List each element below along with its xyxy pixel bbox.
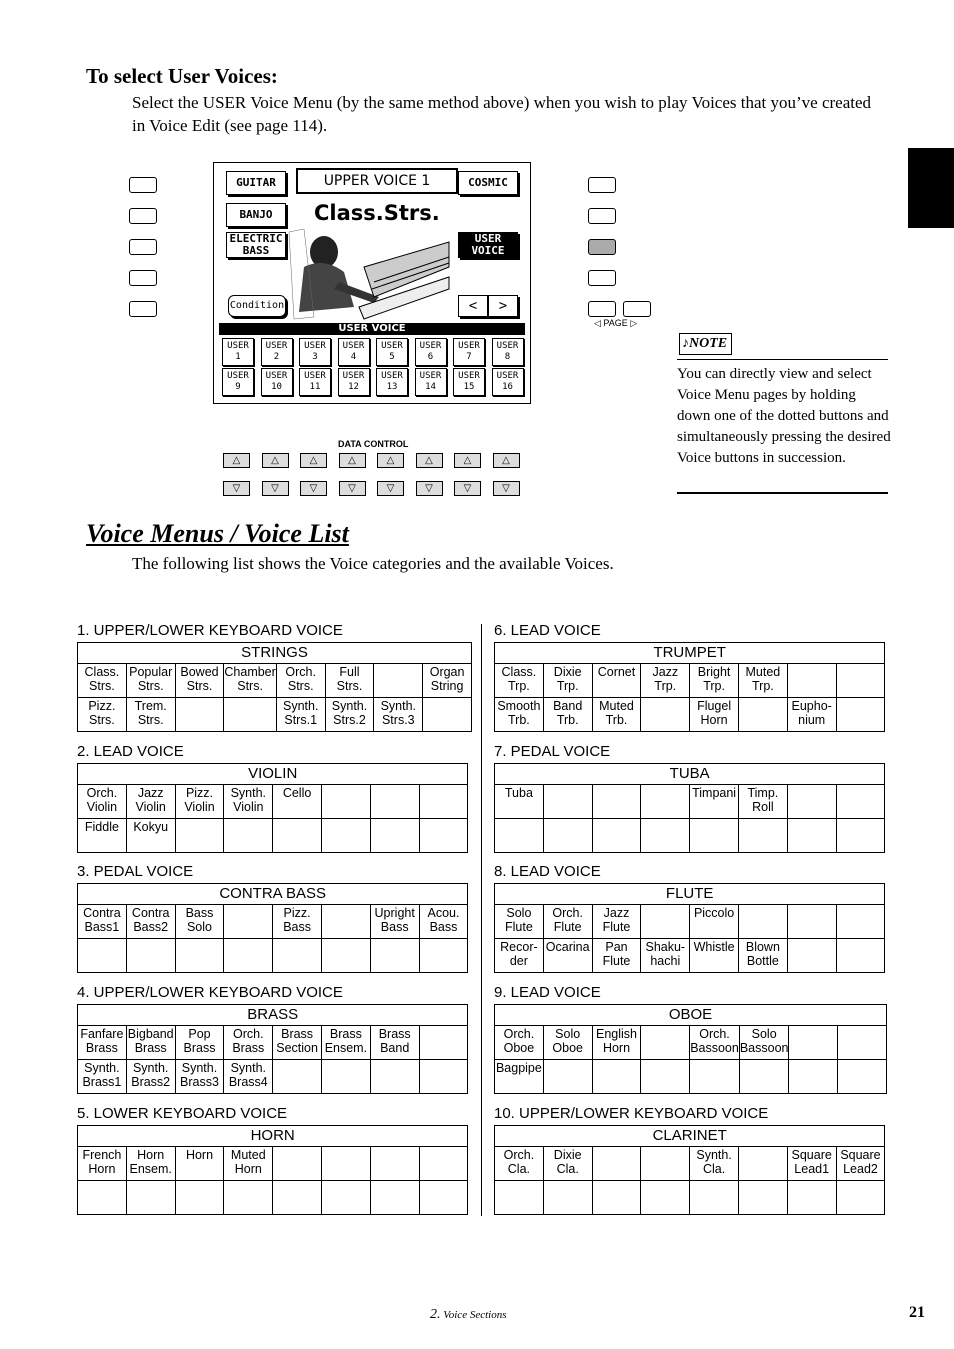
voice-cell: Orch. Strs.	[276, 664, 325, 698]
voice-cell	[175, 1181, 224, 1215]
voice-cell: English Horn	[592, 1026, 641, 1060]
panel-button-right-2[interactable]	[588, 208, 616, 224]
voice-cell	[738, 1181, 787, 1215]
data-control-up-button[interactable]: △	[377, 453, 404, 468]
voice-cell: Synth. Brass1	[78, 1060, 127, 1094]
voice-cell	[836, 664, 885, 698]
voice-cell: Pizz. Strs.	[78, 698, 127, 732]
voice-cell	[78, 939, 127, 973]
voice-category: VIOLIN	[78, 764, 468, 785]
voice-category: HORN	[78, 1126, 468, 1147]
voice-table	[77, 1004, 468, 1094]
voice-cell: Eupho- nium	[787, 698, 836, 732]
voice-cell: Synth. Strs.3	[374, 698, 423, 732]
voice-cell	[419, 939, 468, 973]
lcd-user-cell[interactable]: USER 12	[338, 368, 370, 396]
voice-cell: Synth. Brass3	[175, 1060, 224, 1094]
voice-cell	[175, 698, 224, 732]
voice-cell: Orch. Brass	[224, 1026, 273, 1060]
panel-button-left-1[interactable]	[129, 177, 157, 193]
voice-block-label: 1. UPPER/LOWER KEYBOARD VOICE	[77, 622, 343, 639]
page-right-button[interactable]	[623, 301, 651, 317]
data-control-down-button[interactable]: ▽	[223, 481, 250, 496]
chapter-tab	[908, 148, 954, 228]
voice-cell	[641, 905, 690, 939]
voice-cell: Whistle	[690, 939, 739, 973]
voice-cell: Pan Flute	[592, 939, 641, 973]
voice-cell: Synth. Strs.2	[325, 698, 374, 732]
voice-cell: Band Trb.	[543, 698, 592, 732]
data-control-down-button[interactable]: ▽	[454, 481, 481, 496]
voice-table	[494, 1004, 887, 1094]
voice-cell: Contra Bass1	[78, 905, 127, 939]
data-control-down-button[interactable]: ▽	[339, 481, 366, 496]
voice-cell	[374, 664, 423, 698]
voice-cell: Synth. Brass2	[126, 1060, 175, 1094]
voice-cell	[370, 939, 419, 973]
voice-cell	[592, 1181, 641, 1215]
voice-cell: Chamber Strs.	[224, 664, 276, 698]
voice-cell	[738, 819, 787, 853]
voice-cell: Orch. Cla.	[495, 1147, 544, 1181]
lcd-user-cell[interactable]: USER 7	[453, 338, 485, 366]
voice-cell	[787, 1181, 836, 1215]
data-control-up-button[interactable]: △	[339, 453, 366, 468]
lcd-user-cell[interactable]: USER 1	[222, 338, 254, 366]
voice-cell	[641, 1147, 690, 1181]
voice-cell	[419, 1147, 468, 1181]
voice-cell: Pizz. Violin	[175, 785, 224, 819]
voice-cell: Jazz Flute	[592, 905, 641, 939]
voice-cell: Jazz Trp.	[641, 664, 690, 698]
voice-table	[494, 642, 885, 732]
note-text: You can directly view and select Voice Menu pages by holding down one of the dotted buttons and simultaneously pressing the desired Voice buttons in succession.	[677, 366, 891, 466]
voice-cell	[641, 698, 690, 732]
voice-cell	[836, 819, 885, 853]
voice-cell	[787, 819, 836, 853]
voice-cell: Synth. Brass4	[224, 1060, 273, 1094]
voice-cell: Muted Trp.	[738, 664, 787, 698]
voice-table	[77, 1125, 468, 1215]
voice-cell: Synth. Cla.	[690, 1147, 739, 1181]
voice-table	[494, 883, 885, 973]
voice-cell	[787, 905, 836, 939]
voice-category: TUBA	[495, 764, 885, 785]
voice-cell: Orch. Violin	[78, 785, 127, 819]
voice-cell	[224, 819, 273, 853]
voice-cell	[273, 1060, 322, 1094]
voice-cell: Square Lead1	[787, 1147, 836, 1181]
voice-cell	[789, 1026, 838, 1060]
note-rule-bottom	[677, 492, 888, 494]
voice-cell: Pop Brass	[175, 1026, 224, 1060]
voice-cell: Solo Oboe	[543, 1026, 592, 1060]
voice-cell	[838, 1060, 887, 1094]
voice-cell: Fiddle	[78, 819, 127, 853]
lcd-user-cell[interactable]: USER 15	[453, 368, 485, 396]
voice-cell	[543, 785, 592, 819]
lcd-user-cell[interactable]: USER 16	[492, 368, 524, 396]
voice-cell: Full Strs.	[325, 664, 374, 698]
voice-cell	[419, 819, 468, 853]
voice-cell: Square Lead2	[836, 1147, 885, 1181]
voice-cell	[641, 785, 690, 819]
data-control-up-button[interactable]: △	[300, 453, 327, 468]
voice-cell: Solo Bassoon	[739, 1026, 789, 1060]
lcd-user-voice-bar: USER VOICE	[219, 323, 525, 335]
panel-button-right-3-selected[interactable]	[588, 239, 616, 255]
voice-cell	[543, 819, 592, 853]
voice-cell	[419, 1060, 468, 1094]
voice-cell	[423, 698, 472, 732]
voice-cell: Orch. Oboe	[495, 1026, 544, 1060]
voice-cell: Brass Ensem.	[321, 1026, 370, 1060]
voice-cell: Jazz Violin	[126, 785, 175, 819]
voice-cell: Bright Trp.	[690, 664, 739, 698]
voice-cell	[592, 1147, 641, 1181]
voice-cell: Dixie Trp.	[543, 664, 592, 698]
voice-cell	[370, 785, 419, 819]
voice-cell	[690, 1181, 739, 1215]
lcd-page-right[interactable]: >	[488, 295, 518, 317]
voice-list-intro: The following list shows the Voice categories and the available Voices.	[132, 554, 614, 573]
voice-cell: Organ String	[423, 664, 472, 698]
lcd-user-cell[interactable]: USER 2	[261, 338, 293, 366]
voice-cell: Smooth Trb.	[495, 698, 544, 732]
voice-cell	[321, 1147, 370, 1181]
lcd-user-cell[interactable]: USER 6	[415, 338, 447, 366]
voice-block-label: 10. UPPER/LOWER KEYBOARD VOICE	[494, 1105, 769, 1122]
voice-cell	[641, 1026, 690, 1060]
voice-cell: Bowed Strs.	[175, 664, 224, 698]
lcd-page-left[interactable]: <	[458, 295, 488, 317]
voice-cell: Kokyu	[126, 819, 175, 853]
voice-cell	[370, 1147, 419, 1181]
panel-button-left-3[interactable]	[129, 239, 157, 255]
voice-table	[77, 763, 468, 853]
voice-cell: Bagpipe	[495, 1060, 544, 1094]
voice-cell	[175, 819, 224, 853]
lcd-user-voice-button[interactable]: USER VOICE	[458, 232, 518, 258]
section-heading: To select User Voices:	[86, 64, 278, 88]
voice-cell: Synth. Strs.1	[276, 698, 325, 732]
voice-block-label: 7. PEDAL VOICE	[494, 743, 611, 760]
panel-button-right-4[interactable]	[588, 270, 616, 286]
voice-cell	[543, 1060, 592, 1094]
voice-cell	[836, 939, 885, 973]
data-control-down-button[interactable]: ▽	[377, 481, 404, 496]
voice-cell	[370, 819, 419, 853]
voice-cell	[321, 819, 370, 853]
voice-cell	[787, 939, 836, 973]
voice-cell: Class. Trp.	[495, 664, 544, 698]
voice-cell	[224, 1181, 273, 1215]
voice-cell	[738, 1147, 787, 1181]
voice-cell: Piccolo	[690, 905, 739, 939]
voice-cell: Acou. Bass	[419, 905, 468, 939]
voice-cell: Horn Ensem.	[126, 1147, 175, 1181]
panel-button-left-4[interactable]	[129, 270, 157, 286]
voice-cell	[126, 1181, 175, 1215]
voice-cell: Muted Horn	[224, 1147, 273, 1181]
voice-cell	[592, 785, 641, 819]
voice-cell: Popular Strs.	[126, 664, 175, 698]
voice-table	[494, 1125, 885, 1215]
voice-block-label: 5. LOWER KEYBOARD VOICE	[77, 1105, 288, 1122]
voice-cell	[370, 1060, 419, 1094]
voice-cell	[273, 819, 322, 853]
lcd-user-cell[interactable]: USER 3	[299, 338, 331, 366]
voice-cell	[175, 939, 224, 973]
voice-cell: Flugel Horn	[690, 698, 739, 732]
voice-category: OBOE	[495, 1005, 887, 1026]
voice-cell	[321, 905, 370, 939]
voice-cell: Cornet	[592, 664, 641, 698]
data-control-up-button[interactable]: △	[223, 453, 250, 468]
voice-cell: Recor- der	[495, 939, 544, 973]
voice-cell: Brass Section	[273, 1026, 322, 1060]
voice-cell	[321, 1060, 370, 1094]
voice-cell	[543, 1181, 592, 1215]
data-control-label: DATA CONTROL	[338, 439, 409, 449]
lcd-display	[213, 162, 531, 404]
voice-cell	[836, 785, 885, 819]
voice-cell: French Horn	[78, 1147, 127, 1181]
voice-cell: Orch. Bassoon	[690, 1026, 740, 1060]
voice-cell	[78, 1181, 127, 1215]
voice-cell: Solo Flute	[495, 905, 544, 939]
voice-category: FLUTE	[495, 884, 885, 905]
footer-chapter: 2. Voice Sections	[430, 1307, 507, 1322]
voice-cell	[738, 698, 787, 732]
data-control-up-button[interactable]: △	[454, 453, 481, 468]
lcd-voice-name: Class.Strs.	[314, 201, 440, 225]
voice-cell	[836, 905, 885, 939]
lcd-user-cell[interactable]: USER 14	[415, 368, 447, 396]
page-number: 21	[909, 1304, 925, 1321]
voice-cell	[641, 1181, 690, 1215]
voice-block-label: 9. LEAD VOICE	[494, 984, 601, 1001]
voice-cell	[592, 819, 641, 853]
voice-cell	[641, 819, 690, 853]
voice-cell: Class. Strs.	[78, 664, 127, 698]
voice-category: CONTRA BASS	[78, 884, 468, 905]
voice-category: STRINGS	[78, 643, 472, 664]
voice-cell	[321, 939, 370, 973]
voice-cell	[419, 1181, 468, 1215]
voice-cell	[126, 939, 175, 973]
note-badge: ♪NOTE	[679, 333, 732, 355]
page-left-button[interactable]	[588, 301, 616, 317]
data-control-up-button[interactable]: △	[262, 453, 289, 468]
lcd-user-cell[interactable]: USER 10	[261, 368, 293, 396]
voice-cell	[370, 1181, 419, 1215]
voice-block-label: 2. LEAD VOICE	[77, 743, 184, 760]
voice-table	[77, 642, 472, 732]
panel-button-left-2[interactable]	[129, 208, 157, 224]
voice-cell	[224, 939, 273, 973]
voice-table	[77, 883, 468, 973]
data-control-down-button[interactable]: ▽	[416, 481, 443, 496]
lcd-user-cell[interactable]: USER 11	[299, 368, 331, 396]
voice-cell	[690, 1060, 740, 1094]
voice-cell: Muted Trb.	[592, 698, 641, 732]
lcd-user-cell[interactable]: USER 8	[492, 338, 524, 366]
voice-cell	[787, 664, 836, 698]
voice-cell	[273, 1147, 322, 1181]
voice-cell: Orch. Flute	[543, 905, 592, 939]
voice-category: CLARINET	[495, 1126, 885, 1147]
voice-cell	[838, 1026, 887, 1060]
data-control-up-button[interactable]: △	[416, 453, 443, 468]
data-control-down-button[interactable]: ▽	[300, 481, 327, 496]
organist-illustration	[284, 227, 454, 322]
voice-cell	[641, 1060, 690, 1094]
lcd-title: UPPER VOICE 1	[296, 168, 458, 194]
voice-cell	[738, 905, 787, 939]
voice-cell	[321, 785, 370, 819]
voice-block-label: 8. LEAD VOICE	[494, 863, 601, 880]
panel-button-left-5[interactable]	[129, 301, 157, 317]
voice-block-label: 4. UPPER/LOWER KEYBOARD VOICE	[77, 984, 343, 1001]
voice-cell	[836, 698, 885, 732]
voice-cell: Blown Bottle	[738, 939, 787, 973]
lcd-user-cell[interactable]: USER 4	[338, 338, 370, 366]
voice-cell: Pizz. Bass	[273, 905, 322, 939]
data-control-down-button[interactable]: ▽	[262, 481, 289, 496]
voice-cell	[321, 1181, 370, 1215]
voice-cell: Dixie Cla.	[543, 1147, 592, 1181]
section-body: Select the USER Voice Menu (by the same method above) when you wish to play Voices that you’ve created in Voice Edit (see page 114).	[132, 93, 872, 135]
voice-list-title: Voice Menus / Voice List	[86, 519, 349, 548]
lcd-condition-button[interactable]: Condition	[228, 295, 286, 317]
voice-cell	[789, 1060, 838, 1094]
voice-cell: Tuba	[495, 785, 544, 819]
voice-cell: Timp. Roll	[738, 785, 787, 819]
voice-cell	[419, 1026, 468, 1060]
voice-cell: Upright Bass	[370, 905, 419, 939]
data-control-down-button[interactable]: ▽	[493, 481, 520, 496]
data-control-up-button[interactable]: △	[493, 453, 520, 468]
voice-cell: Brass Band	[370, 1026, 419, 1060]
voice-category: BRASS	[78, 1005, 468, 1026]
lcd-user-cell[interactable]: USER 13	[376, 368, 408, 396]
lcd-electric-bass-button[interactable]: ELECTRIC BASS	[226, 232, 286, 258]
voice-cell	[495, 819, 544, 853]
voice-cell: Cello	[273, 785, 322, 819]
voice-cell	[495, 1181, 544, 1215]
page-label: ◁ PAGE ▷	[594, 318, 638, 328]
voice-cell: Timpani	[690, 785, 739, 819]
lcd-user-cell[interactable]: USER 9	[222, 368, 254, 396]
panel-button-right-1[interactable]	[588, 177, 616, 193]
lcd-guitar-button[interactable]: GUITAR	[226, 171, 286, 195]
voice-cell	[690, 819, 739, 853]
note-rule-top	[677, 359, 888, 360]
voice-cell	[592, 1060, 641, 1094]
voice-cell	[273, 1181, 322, 1215]
voice-cell	[739, 1060, 789, 1094]
lcd-banjo-button[interactable]: BANJO	[226, 203, 286, 227]
lcd-user-cell[interactable]: USER 5	[376, 338, 408, 366]
voice-cell: Shaku- hachi	[641, 939, 690, 973]
voice-table	[494, 763, 885, 853]
voice-cell	[224, 905, 273, 939]
voice-block-label: 3. PEDAL VOICE	[77, 863, 194, 880]
column-divider	[481, 624, 482, 1216]
voice-cell	[273, 939, 322, 973]
voice-cell: Bass Solo	[175, 905, 224, 939]
voice-cell	[836, 1181, 885, 1215]
lcd-cosmic-button[interactable]: COSMIC	[458, 171, 518, 195]
voice-cell: Bigband Brass	[126, 1026, 175, 1060]
voice-cell: Fanfare Brass	[78, 1026, 127, 1060]
voice-cell	[224, 698, 276, 732]
voice-cell	[787, 785, 836, 819]
voice-cell: Contra Bass2	[126, 905, 175, 939]
voice-category: TRUMPET	[495, 643, 885, 664]
voice-cell: Trem. Strs.	[126, 698, 175, 732]
voice-block-label: 6. LEAD VOICE	[494, 622, 601, 639]
voice-cell: Horn	[175, 1147, 224, 1181]
voice-cell: Ocarina	[543, 939, 592, 973]
voice-cell	[419, 785, 468, 819]
voice-cell: Synth. Violin	[224, 785, 273, 819]
